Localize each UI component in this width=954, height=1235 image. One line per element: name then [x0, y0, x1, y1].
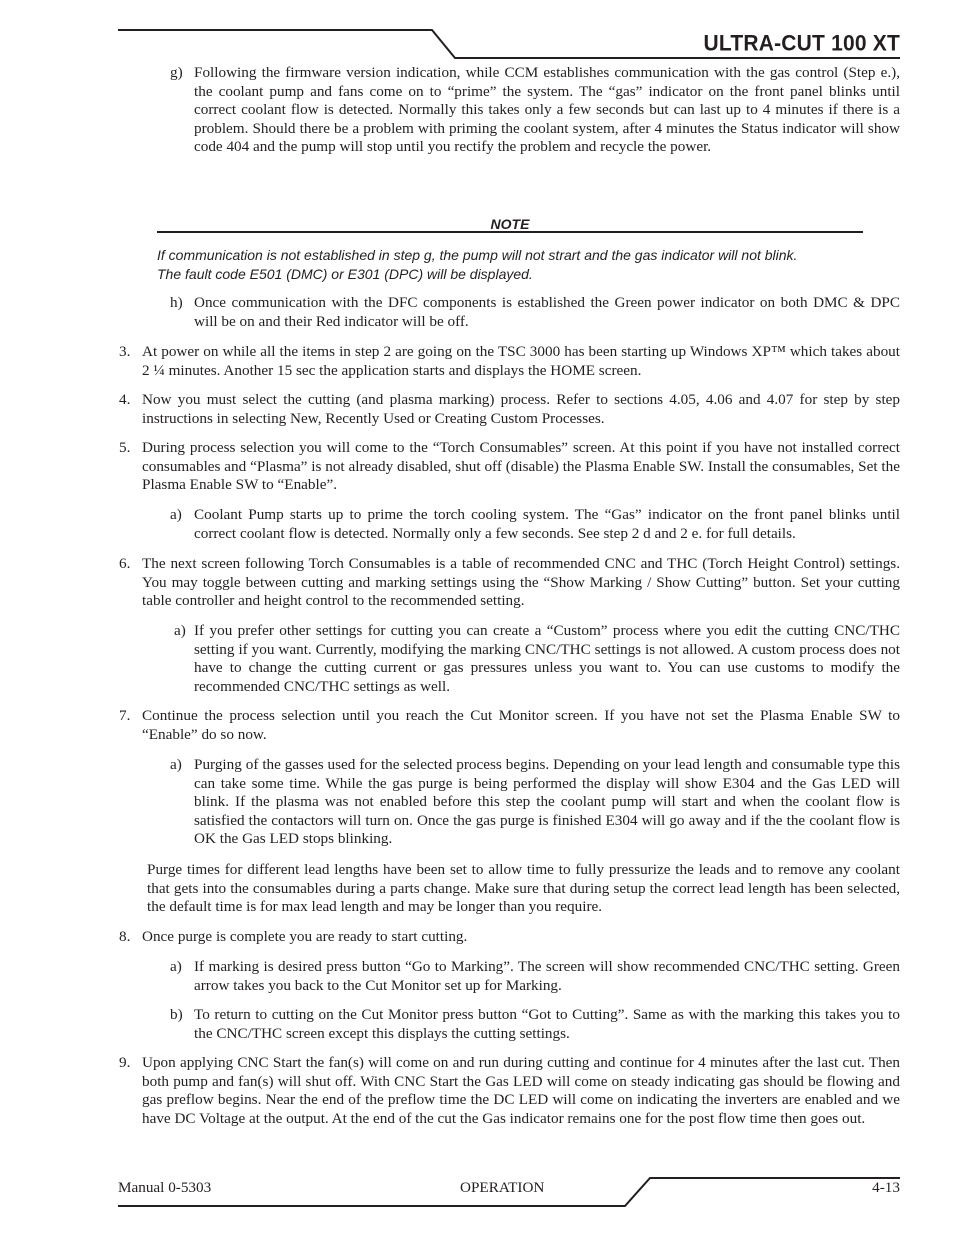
footer-page-number: 4-13: [872, 1179, 900, 1196]
step-5-marker: 5.: [119, 439, 131, 456]
footer-section: OPERATION: [460, 1179, 545, 1196]
document-title: ULTRA-CUT 100 XT: [703, 31, 900, 56]
step-4-text: Now you must select the cutting (and plasma marking) process. Refer to sections 4.05, 4.06 and 4.07 for step by step instructions in selecting New, Recently Used or Creating Custom Processes.: [142, 391, 900, 427]
step-6a-marker: a): [174, 622, 186, 639]
step-7-marker: 7.: [119, 707, 131, 724]
step-3-marker: 3.: [119, 343, 131, 360]
item-h-text: Once communication with the DFC components is established the Green power indicator on both DMC & DPC will be on and their Red indicator will be off.: [194, 294, 900, 330]
step-7a-text: Purging of the gasses used for the selected process begins. Depending on your lead length and consumable type this can take some time. While the gas purge is being performed the display will show E304 and the Gas LED will blink. If the plasma was not enabled before this step the coolant pump will start and when the coolant flow is satisfied the contactors will turn on. Once the gas purge is finished E304 will go away and if the the coolant flow is OK the Gas LED stops blinking.: [194, 756, 900, 848]
note-line-1: If communication is not established in step g, the pump will not strart and the gas indicator will not blink.: [157, 247, 798, 263]
note-rule: [157, 231, 863, 233]
step-8-marker: 8.: [119, 928, 131, 945]
step-6-marker: 6.: [119, 555, 131, 572]
step-9-marker: 9.: [119, 1054, 131, 1071]
item-g-marker: g): [170, 64, 183, 81]
item-g-text: Following the firmware version indication, while CCM establishes communication with the gas control (Step e.), the coolant pump and fans come on to “prime” the system. The “gas” indicator on the front panel blinks until correct coolant flow is detected. Normally this takes only a few seconds but can last up to 4 minutes if there is a problem. Should there be a problem with priming the coolant system, after 4 minutes the Status indicator will show code 404 and the pump will stop until you rectify the problem and recycle the power.: [194, 64, 900, 156]
item-h-marker: h): [170, 294, 183, 311]
footer-manual: Manual 0-5303: [118, 1179, 212, 1196]
purge-paragraph: Purge times for different lead lengths have been set to allow time to fully pressurize the leads and to remove any coolant that gets into the consumables during a parts change. Make sure that during setup the correct lead length has been selected, the default time is for max lead length and may be longer than you require.: [147, 861, 900, 916]
note-line-2: The fault code E501 (DMC) or E301 (DPC) will be displayed.: [157, 266, 533, 282]
step-8a-text: If marking is desired press button “Go to Marking”. The screen will show recommended CNC/THC setting. Green arrow takes you back to the Cut Monitor set up for Marking.: [194, 958, 900, 994]
step-4-marker: 4.: [119, 391, 131, 408]
note-label: NOTE: [490, 216, 530, 232]
step-8b-text: To return to cutting on the Cut Monitor press button “Got to Cutting”. Same as with the marking this takes you to the CNC/THC screen except this displays the cutting settings.: [194, 1006, 900, 1042]
step-7a-marker: a): [170, 756, 182, 773]
step-7-text: Continue the process selection until you reach the Cut Monitor screen. If you have not set the Plasma Enable SW to “Enable” do so now.: [142, 707, 900, 743]
step-6a-text: If you prefer other settings for cutting you can create a “Custom” process where you edit the cutting CNC/THC setting if you want. Currently, modifying the marking CNC/THC settings is not allowed. A custom process does not have to change the cutting current or gas pressures unless you want to. You can use customs to modify the recommended CNC/THC settings as well.: [194, 622, 900, 695]
step-3-text: At power on while all the items in step 2 are going on the TSC 3000 has been starting up Windows XP™ which takes about 2 ¼ minutes. Another 15 sec the application starts and displays the HOME screen.: [142, 343, 900, 379]
step-6-text: The next screen following Torch Consumables is a table of recommended CNC and THC (Torch Height Control) settings. You may toggle between cutting and marking settings using the “Show Marking / Show Cutting” button. Set your cutting table controller and height control to the recommended setting.: [142, 555, 900, 610]
step-9-text: Upon applying CNC Start the fan(s) will come on and run during cutting and continue for 4 minutes after the last cut. Then both pump and fan(s) will shut off. With CNC Start the Gas LED will come on steady indicating gas should be flowing and gas preflow begins. Near the end of the preflow time the DC LED will come on indicating the inverters are enabled and we have DC Voltage at the output. At the end of the cut the Gas indicator remains one for the post flow time then goes out.: [142, 1054, 900, 1127]
step-5a-text: Coolant Pump starts up to prime the torch cooling system. The “Gas” indicator on the front panel blinks until correct coolant flow is detected. Normally only a few seconds. See step 2 d and 2 e. for full details.: [194, 506, 900, 542]
step-8-text: Once purge is complete you are ready to start cutting.: [142, 928, 468, 945]
step-8a-marker: a): [170, 958, 182, 975]
step-5a-marker: a): [170, 506, 182, 523]
step-8b-marker: b): [170, 1006, 183, 1023]
step-5-text: During process selection you will come to the “Torch Consumables” screen. At this point if you have not installed correct consumables and “Plasma” is not already disabled, shut off (disable) the Plasma Enable SW. Install the consumables, Set the Plasma Enable SW to “Enable”.: [142, 439, 900, 494]
